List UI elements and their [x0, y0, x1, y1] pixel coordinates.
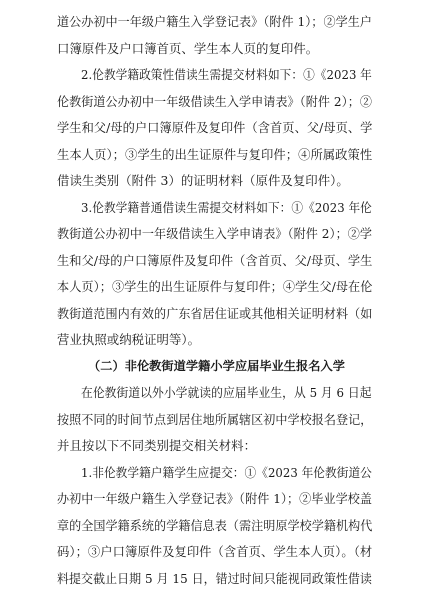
body-text-line: 本人页）；③学生的出生证原件与复印件；④学生父/母在伦 — [57, 279, 373, 294]
body-text-line: 在伦教街道以外小学就读的应届毕业生，从 5 月 6 日起 — [81, 385, 372, 400]
body-text-line: 章的全国学籍系统的学籍信息表（需注明原学校学籍机构代 — [57, 517, 373, 533]
body-text-line: 码）；③户口簿原件及复印件（含首页、学生本人页）。（材 — [57, 544, 373, 559]
body-text-line: 1.非伦教学籍户籍学生应提交：①《2023 年伦教街道公 — [81, 464, 372, 480]
body-text-line: 教街道公办初中一年级借读生入学申请表》（附件 2）；②学 — [57, 226, 372, 241]
body-text-line: 生本人页）；③学生的出生证原件与复印件；④所属政策性 — [57, 146, 373, 162]
body-text-line: 道公办初中一年级户籍生入学登记表》（附件 1）；②学生户 — [57, 14, 372, 29]
body-text-line: 口簿原件及户口簿首页、学生本人页的复印件。 — [57, 40, 319, 56]
body-text-line: 生和父/母的户口簿原件及复印件（含首页、父/母页、学生 — [57, 252, 373, 268]
body-text-line: 按照不同的时间节点到居住地所属辖区初中学校报名登记， — [57, 411, 373, 427]
body-text-line: 借读生类别（附件 3）的证明材料（原件及复印件）。 — [57, 173, 349, 188]
body-text-line: 伦教街道公办初中一年级借读生入学申请表》（附件 2）；② — [57, 93, 372, 109]
body-text-line: 营业执照或纳税证明等）。 — [57, 332, 201, 347]
body-text-line: 料提交截止日期 5 月 15 日，错过时间只能视同政策性借读 — [57, 570, 372, 586]
body-text-line: 并且按以下不同类别提交相关材料： — [57, 438, 257, 453]
body-text-line: 3.伦教学籍普通借读生需提交材料如下：①《2023 年伦 — [81, 199, 372, 215]
body-text-line: 学生和父/母的户口簿原件及复印件（含首页、父/母页、学 — [57, 120, 373, 135]
body-text-line: 2.伦教学籍政策性借读生需提交材料如下：①《2023 年 — [81, 67, 372, 82]
body-text-line: 办初中一年级户籍生入学登记表》（附件 1）；②毕业学校盖 — [57, 491, 372, 506]
section-heading: （二）非伦教街道学籍小学应届毕业生报名入学 — [88, 358, 345, 373]
body-text-line: 教街道范围内有效的广东省居住证或其他相关证明材料（如 — [57, 305, 373, 321]
